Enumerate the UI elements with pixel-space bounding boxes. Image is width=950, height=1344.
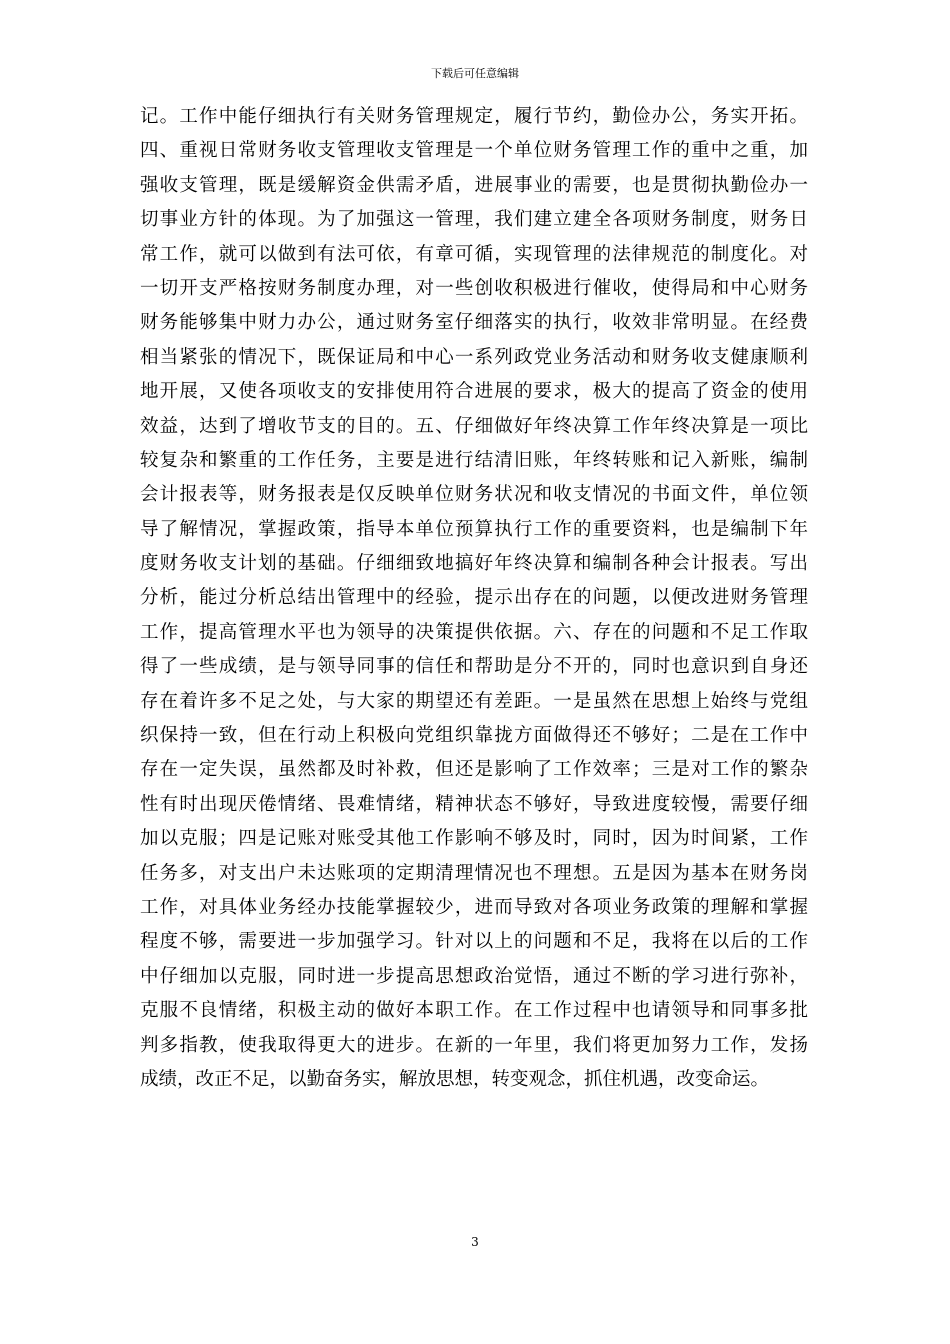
body-line: 工作，对具体业务经办技能掌握较少，进而导致对各项业务政策的理解和掌握	[140, 896, 808, 918]
body-line: 会计报表等，财务报表是仅反映单位财务状况和收支情况的书面文件，单位领	[140, 484, 808, 506]
body-line-last: 成绩，改正不足，以勤奋务实，解放思想，转变观念，抓住机遇，改变命运。	[140, 1068, 770, 1090]
body-line: 工作，提高管理水平也为领导的决策提供依据。六、存在的问题和不足工作取	[140, 621, 808, 643]
body-line: 得了一些成绩，是与领导同事的信任和帮助是分不开的，同时也意识到自身还	[140, 656, 808, 678]
body-line: 克服不良情绪，积极主动的做好本职工作。在工作过程中也请领导和同事多批	[140, 1000, 808, 1022]
body-line: 织保持一致，但在行动上积极向党组织靠拢方面做得还不够好；二是在工作中	[140, 725, 808, 747]
body-line: 强收支管理，既是缓解资金供需矛盾，进展事业的需要，也是贯彻执勤俭办一	[140, 174, 808, 196]
body-line: 相当紧张的情况下，既保证局和中心一系列政党业务活动和财务收支健康顺利	[140, 346, 808, 368]
body-line: 较复杂和繁重的工作任务，主要是进行结清旧账，年终转账和记入新账，编制	[140, 449, 808, 471]
body-line: 程度不够，需要进一步加强学习。针对以上的问题和不足，我将在以后的工作	[140, 931, 808, 953]
body-line: 任务多，对支出户未达账项的定期清理情况也不理想。五是因为基本在财务岗	[140, 862, 808, 884]
body-line: 记。工作中能仔细执行有关财务管理规定，履行节约，勤俭办公，务实开拓。	[140, 106, 808, 127]
body-line: 存在一定失误，虽然都及时补救，但还是影响了工作效率；三是对工作的繁杂	[140, 759, 808, 781]
body-line: 性有时出现厌倦情绪、畏难情绪，精神状态不够好，导致进度较慢，需要仔细	[140, 793, 808, 815]
body-line: 存在着许多不足之处，与大家的期望还有差距。一是虽然在思想上始终与党组	[140, 690, 808, 712]
body-line: 四、重视日常财务收支管理收支管理是一个单位财务管理工作的重中之重，加	[140, 140, 808, 162]
body-line: 地开展，又使各项收支的安排使用符合进展的要求，极大的提高了资金的使用	[140, 381, 808, 403]
body-line: 一切开支严格按财务制度办理，对一些创收积极进行催收，使得局和中心财务	[140, 277, 808, 299]
document-body	[140, 100, 808, 1097]
body-line: 常工作，就可以做到有法可依，有章可循，实现管理的法律规范的制度化。对	[140, 243, 808, 265]
body-line: 中仔细加以克服，同时进一步提高思想政治觉悟，通过不断的学习进行弥补，	[140, 965, 808, 987]
body-line: 加以克服；四是记账对账受其他工作影响不够及时，同时，因为时间紧，工作	[140, 828, 808, 850]
page-number: 3	[471, 1235, 479, 1249]
page-header: 下载后可任意编辑	[431, 67, 519, 80]
body-line: 度财务收支计划的基础。仔细细致地搞好年终决算和编制各种会计报表。写出	[140, 553, 808, 575]
body-line: 判多指教，使我取得更大的进步。在新的一年里，我们将更加努力工作，发扬	[140, 1034, 808, 1056]
body-line: 切事业方针的体现。为了加强这一管理，我们建立建全各项财务制度，财务日	[140, 209, 808, 231]
body-line: 分析，能过分析总结出管理中的经验，提示出存在的问题，以便改进财务管理	[140, 587, 808, 609]
body-line: 财务能够集中财力办公，通过财务室仔细落实的执行，收效非常明显。在经费	[140, 312, 808, 334]
body-line: 效益，达到了增收节支的目的。五、仔细做好年终决算工作年终决算是一项比	[140, 415, 808, 437]
body-line: 导了解情况，掌握政策，指导本单位预算执行工作的重要资料，也是编制下年	[140, 518, 808, 540]
